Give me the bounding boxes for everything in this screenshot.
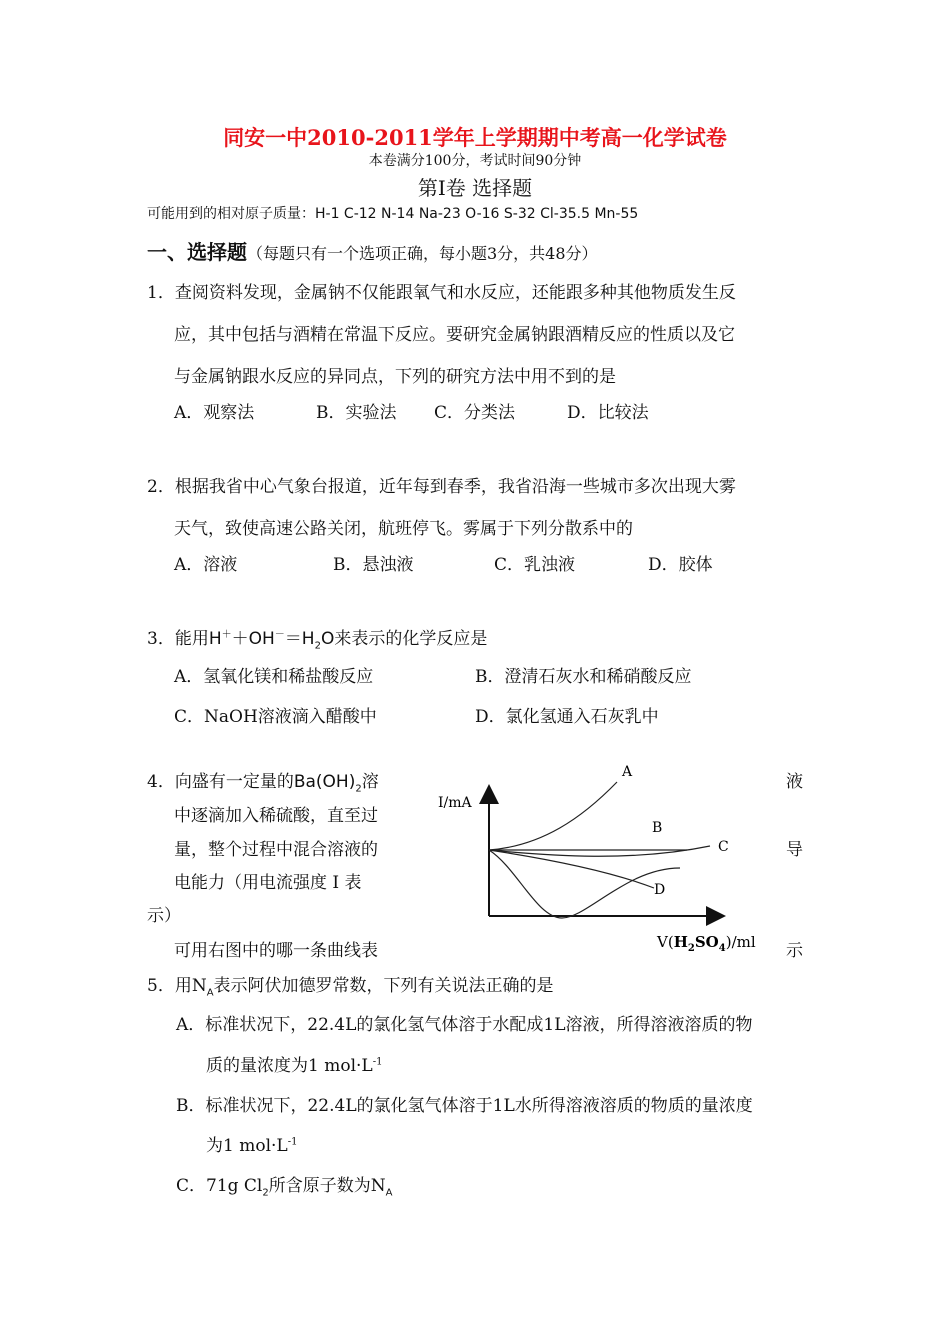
q5-a-line2-text: 质的量浓度为1 mol·L [206,1056,373,1076]
q2-option-d: D．胶体 [648,555,713,575]
q4-line3: 量，整个过程中混合溶液的 [174,840,378,860]
q4-l1a: 4．向盛有一定量的 [147,772,294,792]
q2-option-b: B．悬浊液 [333,555,414,575]
q3-option-d: D．氯化氢通入石灰乳中 [475,707,659,727]
q3-option-a: A．氢氧化镁和稀盐酸反应 [174,667,374,687]
q4-l1b: Ba(OH) [293,772,356,792]
atomic-masses: 可能用到的相对原子质量：H-1 C-12 N-14 Na-23 O-16 S-32 Cl-35.5 Mn-55 [147,206,639,222]
q1-option-c: C．分类法 [434,403,516,423]
q1-line1: 1．查阅资料发现，金属钠不仅能跟氧气和水反应，还能跟多种其他物质发生反 [147,283,736,303]
curve-v [489,850,680,918]
q5-a-line1: A．标准状况下，22.4L的氯化氢气体溶于水配成1L溶液，所得溶液溶质的物 [176,1015,753,1035]
section-title: 一、选择题 [147,240,247,264]
q4-line3-right: 导 [786,840,803,860]
q5-c-b: 所含原子数为N [268,1176,386,1196]
q3-sub2: 2 [314,640,321,652]
q3-h: H [208,629,222,649]
y-axis-label: I/mA [438,795,472,811]
q3-oh: OH [248,629,275,649]
q4-line5: 示） [147,906,181,926]
q5-c-sub2: A [385,1187,393,1199]
q4-line2: 中逐滴加入稀硫酸，直至过 [174,806,378,826]
q3-plus: ＋ [231,629,249,649]
q5-c-a: C．71g Cl [176,1176,263,1196]
q5-b-line2 [206,1131,297,1156]
q1-line3: 与金属钠跟水反应的异同点，下列的研究方法中用不到的是 [174,367,616,387]
section-heading [147,236,598,265]
volume-heading: 第Ⅰ卷 选择题 [417,176,533,200]
q4-line4: 电能力（用电流强度 I 表 [174,873,362,893]
exam-subtitle: 本卷满分100分，考试时间90分钟 [368,153,582,169]
q2-option-c: C．乳浊液 [494,555,576,575]
q3-o: O [320,629,335,649]
q4-line6: 可用右图中的哪一条曲线表 [174,941,378,961]
q5-stem-b: 表示阿伏加德罗常数，下列有关说法正确的是 [213,976,554,996]
q5-c-sub: 2 [262,1187,269,1199]
q1-option-a: A．观察法 [174,403,255,423]
q5-stem-a: 5．用N [147,976,207,996]
q2-line2: 天气，致使高速公路关闭，航班停飞。雾属于下列分散系中的 [174,519,633,539]
q1-option-d: D．比较法 [567,403,649,423]
q4-l1c: 溶 [361,772,379,792]
q2-option-a: A．溶液 [174,555,238,575]
q2-line1: 2．根据我省中心气象台报道，近年每到春季，我省沿海一些城市多次出现大雾 [147,477,736,497]
section-note: （每题只有一个选项正确，每小题3分，共48分） [247,244,598,263]
q1-option-b: B．实验法 [316,403,397,423]
curve-label-c: C [718,839,729,855]
q1-line2: 应，其中包括与酒精在常温下反应。要研究金属钠跟酒精反应的性质以及它 [174,325,735,345]
q4-line6-right: 示 [786,941,803,961]
q3-suffix: 来表示的化学反应是 [334,629,488,649]
q5-a-line2-sup: -1 [372,1056,383,1068]
q3-stem [147,624,487,651]
q3-eq: ＝H [284,629,315,649]
q5-b-line2-text: 为1 mol·L [206,1136,288,1156]
x-axis-label: $V(H_2SO_4)/ml$ [657,933,756,954]
q3-h-charge: ＋ [221,629,232,641]
q3-prefix: 3．能用 [147,629,209,649]
q5-c [176,1171,392,1198]
q4-line1 [147,767,379,794]
q3-option-c: C．NaOH溶液滴入醋酸中 [174,707,377,727]
exam-title: 同安一中2010-2011学年上学期期中考高一化学试卷 [223,125,727,150]
q4-l1sub: 2 [355,783,362,795]
q5-a-line2 [206,1051,382,1076]
curve-label-d: D [654,882,666,898]
curve-a [489,782,617,850]
q5-b-line2-sup: -1 [287,1136,298,1148]
curve-label-a: A [622,764,633,780]
q5-stem [147,971,554,998]
curve-label-b: B [652,820,663,836]
q5-b-line1: B．标准状况下，22.4L的氯化氢气体溶于1L水所得溶液溶质的物质的量浓度 [176,1096,753,1116]
q3-option-b: B．澄清石灰水和稀硝酸反应 [475,667,692,687]
q3-oh-charge: － [274,629,285,641]
q5-stem-sub: A [206,987,214,999]
conductivity-graph [432,758,782,958]
q4-line1-right: 液 [786,772,803,792]
